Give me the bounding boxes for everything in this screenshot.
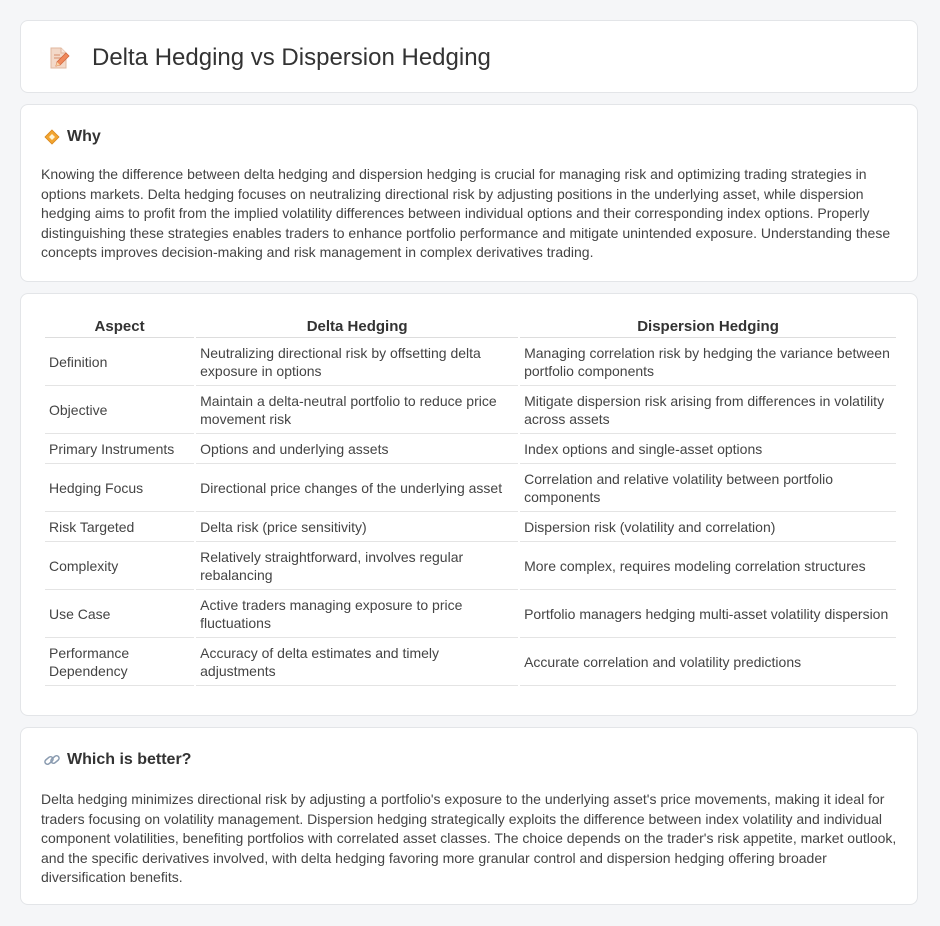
table-cell: Accurate correlation and volatility predictions	[520, 638, 896, 686]
comparison-table	[43, 316, 898, 686]
table-cell: Delta risk (price sensitivity)	[196, 512, 518, 542]
title-card	[20, 20, 918, 93]
table-row	[45, 590, 896, 638]
table-cell: Dispersion risk (volatility and correlation)	[520, 512, 896, 542]
table-row	[45, 512, 896, 542]
table-row	[45, 386, 896, 434]
table-cell: Directional price changes of the underlying asset	[196, 464, 518, 512]
table-cell: Managing correlation risk by hedging the variance between portfolio components	[520, 338, 896, 386]
which-better-title: Which is better?	[67, 751, 192, 768]
table-row	[45, 464, 896, 512]
table-row	[45, 434, 896, 464]
why-title: Why	[67, 128, 101, 145]
which-better-body: Delta hedging minimizes directional risk by adjusting a portfolio's exposure to the underlying asset's price movements, making it ideal for traders focusing on volatility management. Dispersion hedging strategically exploits the difference between index volatility and individual component volatilities, benefiting portfolios with correlated asset classes. The choice depends on the trader's risk appetite, market outlook, and the specific derivatives involved, with delta hedging favoring more granular control and dispersion hedging offering broader diversification benefits.	[41, 791, 897, 885]
table-cell: Definition	[45, 338, 194, 386]
table-row	[45, 338, 896, 386]
table-cell: Complexity	[45, 542, 194, 590]
document-pencil-icon	[47, 46, 71, 70]
table-row	[45, 542, 896, 590]
table-cell: Portfolio managers hedging multi-asset volatility dispersion	[520, 590, 896, 638]
table-cell: Options and underlying assets	[196, 434, 518, 464]
column-header-aspect: Aspect	[45, 316, 194, 338]
table-cell: Correlation and relative volatility between portfolio components	[520, 464, 896, 512]
diamond-sparkle-icon	[43, 129, 61, 145]
table-cell: Index options and single-asset options	[520, 434, 896, 464]
table-cell: Use Case	[45, 590, 194, 638]
table-row	[45, 638, 896, 686]
comparison-card	[20, 293, 918, 716]
link-icon	[43, 752, 61, 768]
why-body: Knowing the difference between delta hedging and dispersion hedging is crucial for managing risk and optimizing trading strategies in options markets. Delta hedging focuses on neutralizing directional risk by adjusting positions in the underlying asset, while dispersion hedging aims to profit from the implied volatility differences between individual options and their corresponding index options. Properly distinguishing these strategies enables traders to enhance portfolio performance and mitigate unintended exposure. Understanding these concepts improves decision-making and risk management in complex derivatives trading.	[41, 166, 891, 260]
why-section	[20, 104, 918, 282]
table-cell: Active traders managing exposure to price fluctuations	[196, 590, 518, 638]
table-cell: Risk Targeted	[45, 512, 194, 542]
column-header-dispersion: Dispersion Hedging	[520, 316, 896, 338]
table-cell: Accuracy of delta estimates and timely adjustments	[196, 638, 518, 686]
table-cell: More complex, requires modeling correlation structures	[520, 542, 896, 590]
table-cell: Objective	[45, 386, 194, 434]
table-cell: Neutralizing directional risk by offsetting delta exposure in options	[196, 338, 518, 386]
table-cell: Primary Instruments	[45, 434, 194, 464]
table-header-row	[45, 316, 896, 338]
column-header-delta: Delta Hedging	[196, 316, 518, 338]
table-cell: Mitigate dispersion risk arising from differences in volatility across assets	[520, 386, 896, 434]
page-title: Delta Hedging vs Dispersion Hedging	[92, 44, 491, 71]
table-cell: Maintain a delta-neutral portfolio to reduce price movement risk	[196, 386, 518, 434]
table-cell: Performance Dependency	[45, 638, 194, 686]
table-cell: Hedging Focus	[45, 464, 194, 512]
which-better-section	[20, 727, 918, 905]
table-cell: Relatively straightforward, involves regular rebalancing	[196, 542, 518, 590]
